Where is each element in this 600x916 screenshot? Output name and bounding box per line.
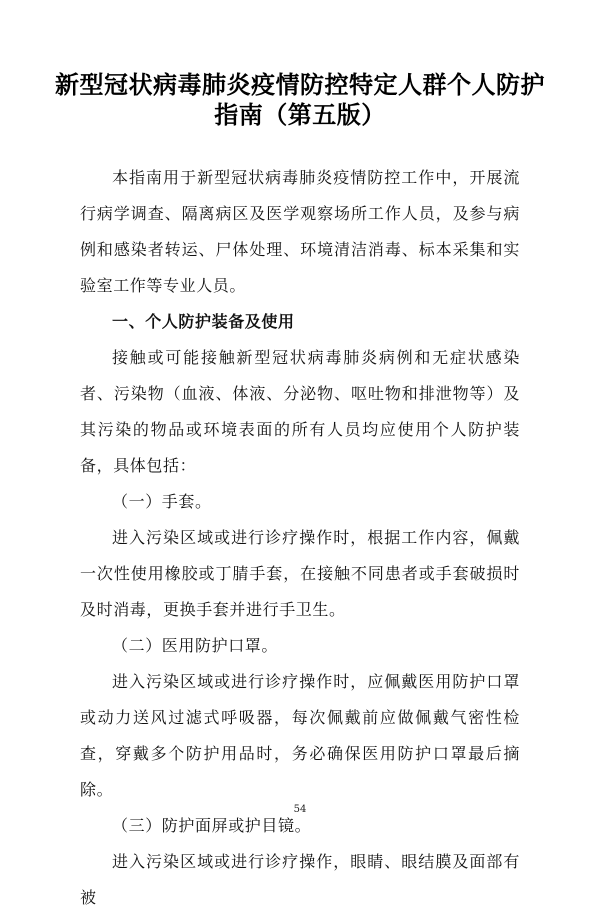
item-paragraph-gloves: 进入污染区域或进行诊疗操作时，根据工作内容，佩戴一次性使用橡胶或丁腈手套，在接触不同患者或手套破损时及时消毒，更换手套并进行手卫生。 [80,528,520,619]
title-line-2: 指南（第五版） [214,101,386,129]
document-title [40,70,560,130]
intro-paragraph: 本指南用于新型冠状病毒肺炎疫情防控工作中，开展流行病学调查、隔离病区及医学观察场所工作人员，及参与病例和感染者转运、尸体处理、环境清洁消毒、标本采集和实验室工作等专业人员。 [80,168,520,295]
title-line-1: 新型冠状病毒肺炎疫情防控特定人群个人防护 [55,71,545,99]
item-heading-gloves: （一）手套。 [112,492,212,511]
item-paragraph-faceshield: 进入污染区域或进行诊疗操作，眼睛、眼结膜及面部有被 [80,852,520,907]
section-1-paragraph: 接触或可能接触新型冠状病毒肺炎病例和无症状感染者、污染物（血液、体液、分泌物、呕吐物和排泄物等）及其污染的物品或环境表面的所有人员均应使用个人防护装备，具体包括： [80,348,520,475]
item-heading-faceshield: （三）防护面屏或护目镜。 [112,816,312,835]
page-number: 54 [293,804,307,815]
section-heading-1: 一、个人防护装备及使用 [112,312,295,331]
item-paragraph-mask: 进入污染区域或进行诊疗操作时，应佩戴医用防护口罩或动力送风过滤式呼吸器，每次佩戴前应做佩戴气密性检查，穿戴多个防护用品时，务必确保医用防护口罩最后摘除。 [80,672,520,799]
item-heading-mask: （二）医用防护口罩。 [112,636,279,655]
document-body [80,160,520,916]
